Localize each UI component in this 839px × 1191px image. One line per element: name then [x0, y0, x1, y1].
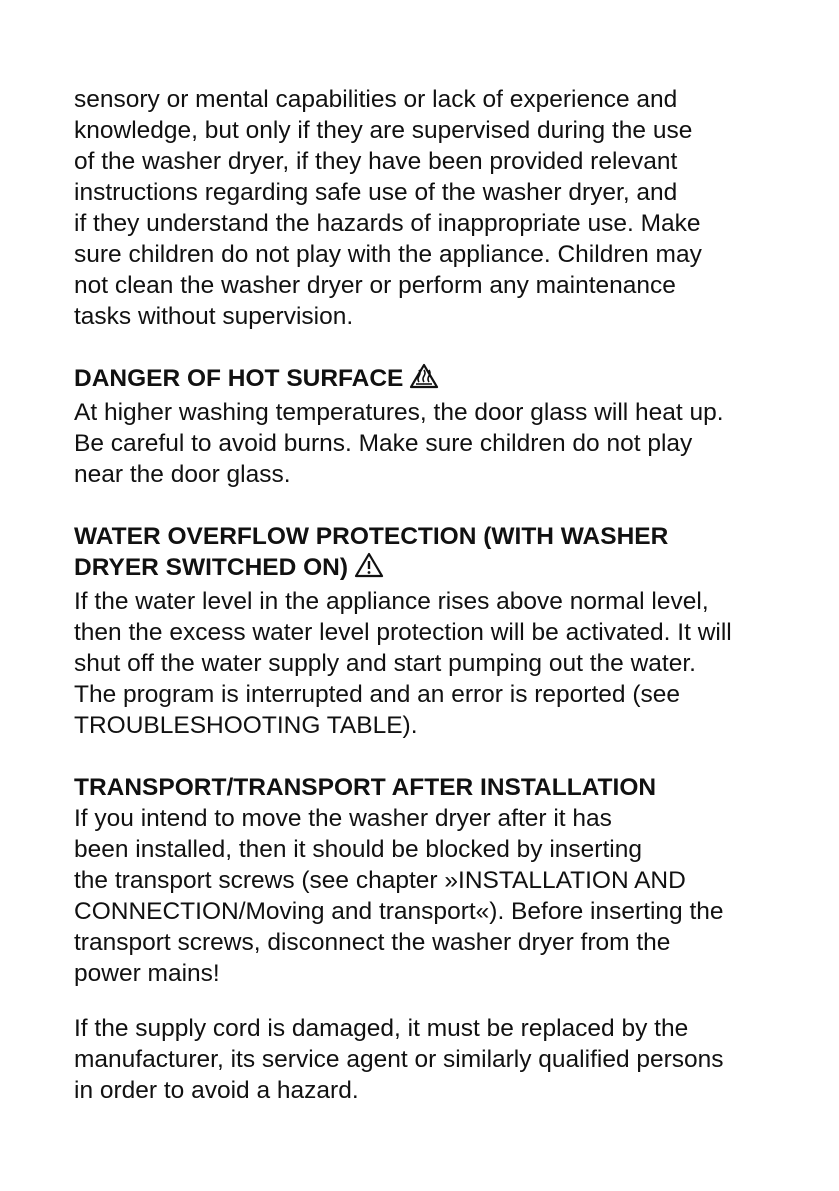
text-line: If you intend to move the washer dryer after it has	[74, 805, 612, 832]
text-line: At higher washing temperatures, the door glass will heat up.	[74, 399, 724, 426]
section-heading: WATER OVERFLOW PROTECTION (WITH WASHER	[74, 523, 669, 550]
text-line: shut off the water supply and start pumping out the water.	[74, 650, 696, 677]
text-line: the transport screws (see chapter »INSTALLATION AND	[74, 867, 686, 894]
text-line: instructions regarding safe use of the washer dryer, and	[74, 179, 678, 206]
supply-cord-paragraph	[74, 1013, 794, 1106]
text-line: in order to avoid a hazard.	[74, 1077, 359, 1104]
text-line: If the water level in the appliance rises above normal level,	[74, 588, 709, 615]
text-line: not clean the washer dryer or perform any maintenance	[74, 272, 676, 299]
intro-paragraph	[74, 84, 794, 332]
hot-surface-warning-icon	[409, 363, 439, 397]
text-line: If the supply cord is damaged, it must be replaced by the	[74, 1015, 689, 1042]
text-line: power mains!	[74, 960, 220, 987]
text-line: then the excess water level protection will be activated. It will	[74, 619, 732, 646]
text-line: sure children do not play with the appliance. Children may	[74, 241, 702, 268]
text-line: if they understand the hazards of inappropriate use. Make	[74, 210, 701, 237]
section-heading	[74, 363, 794, 397]
text-line: near the door glass.	[74, 461, 291, 488]
text-line: tasks without supervision.	[74, 303, 354, 330]
section-heading	[74, 552, 794, 586]
section-heading: TRANSPORT/TRANSPORT AFTER INSTALLATION	[74, 774, 657, 801]
text-line: CONNECTION/Moving and transport«). Before inserting the	[74, 898, 724, 925]
text-line: transport screws, disconnect the washer dryer from the	[74, 929, 671, 956]
text-line: Be careful to avoid burns. Make sure children do not play	[74, 430, 693, 457]
text-line: been installed, then it should be blocked by inserting	[74, 836, 642, 863]
text-line: TROUBLESHOOTING TABLE).	[74, 712, 418, 739]
hot-surface-heading: DANGER OF HOT SURFACE	[74, 365, 404, 392]
text-line: knowledge, but only if they are supervised during the use	[74, 117, 693, 144]
text-line: The program is interrupted and an error is reported (see	[74, 681, 680, 708]
warning-triangle-icon	[354, 552, 384, 586]
transport-section	[74, 772, 794, 989]
overflow-heading-line-2: DRYER SWITCHED ON)	[74, 554, 349, 581]
text-line: sensory or mental capabilities or lack of experience and	[74, 86, 678, 113]
text-line: of the washer dryer, if they have been provided relevant	[74, 148, 678, 175]
text-line: manufacturer, its service agent or similarly qualified persons	[74, 1046, 724, 1073]
hot-surface-section	[74, 363, 794, 490]
overflow-section	[74, 521, 794, 741]
document-page	[74, 84, 794, 1106]
